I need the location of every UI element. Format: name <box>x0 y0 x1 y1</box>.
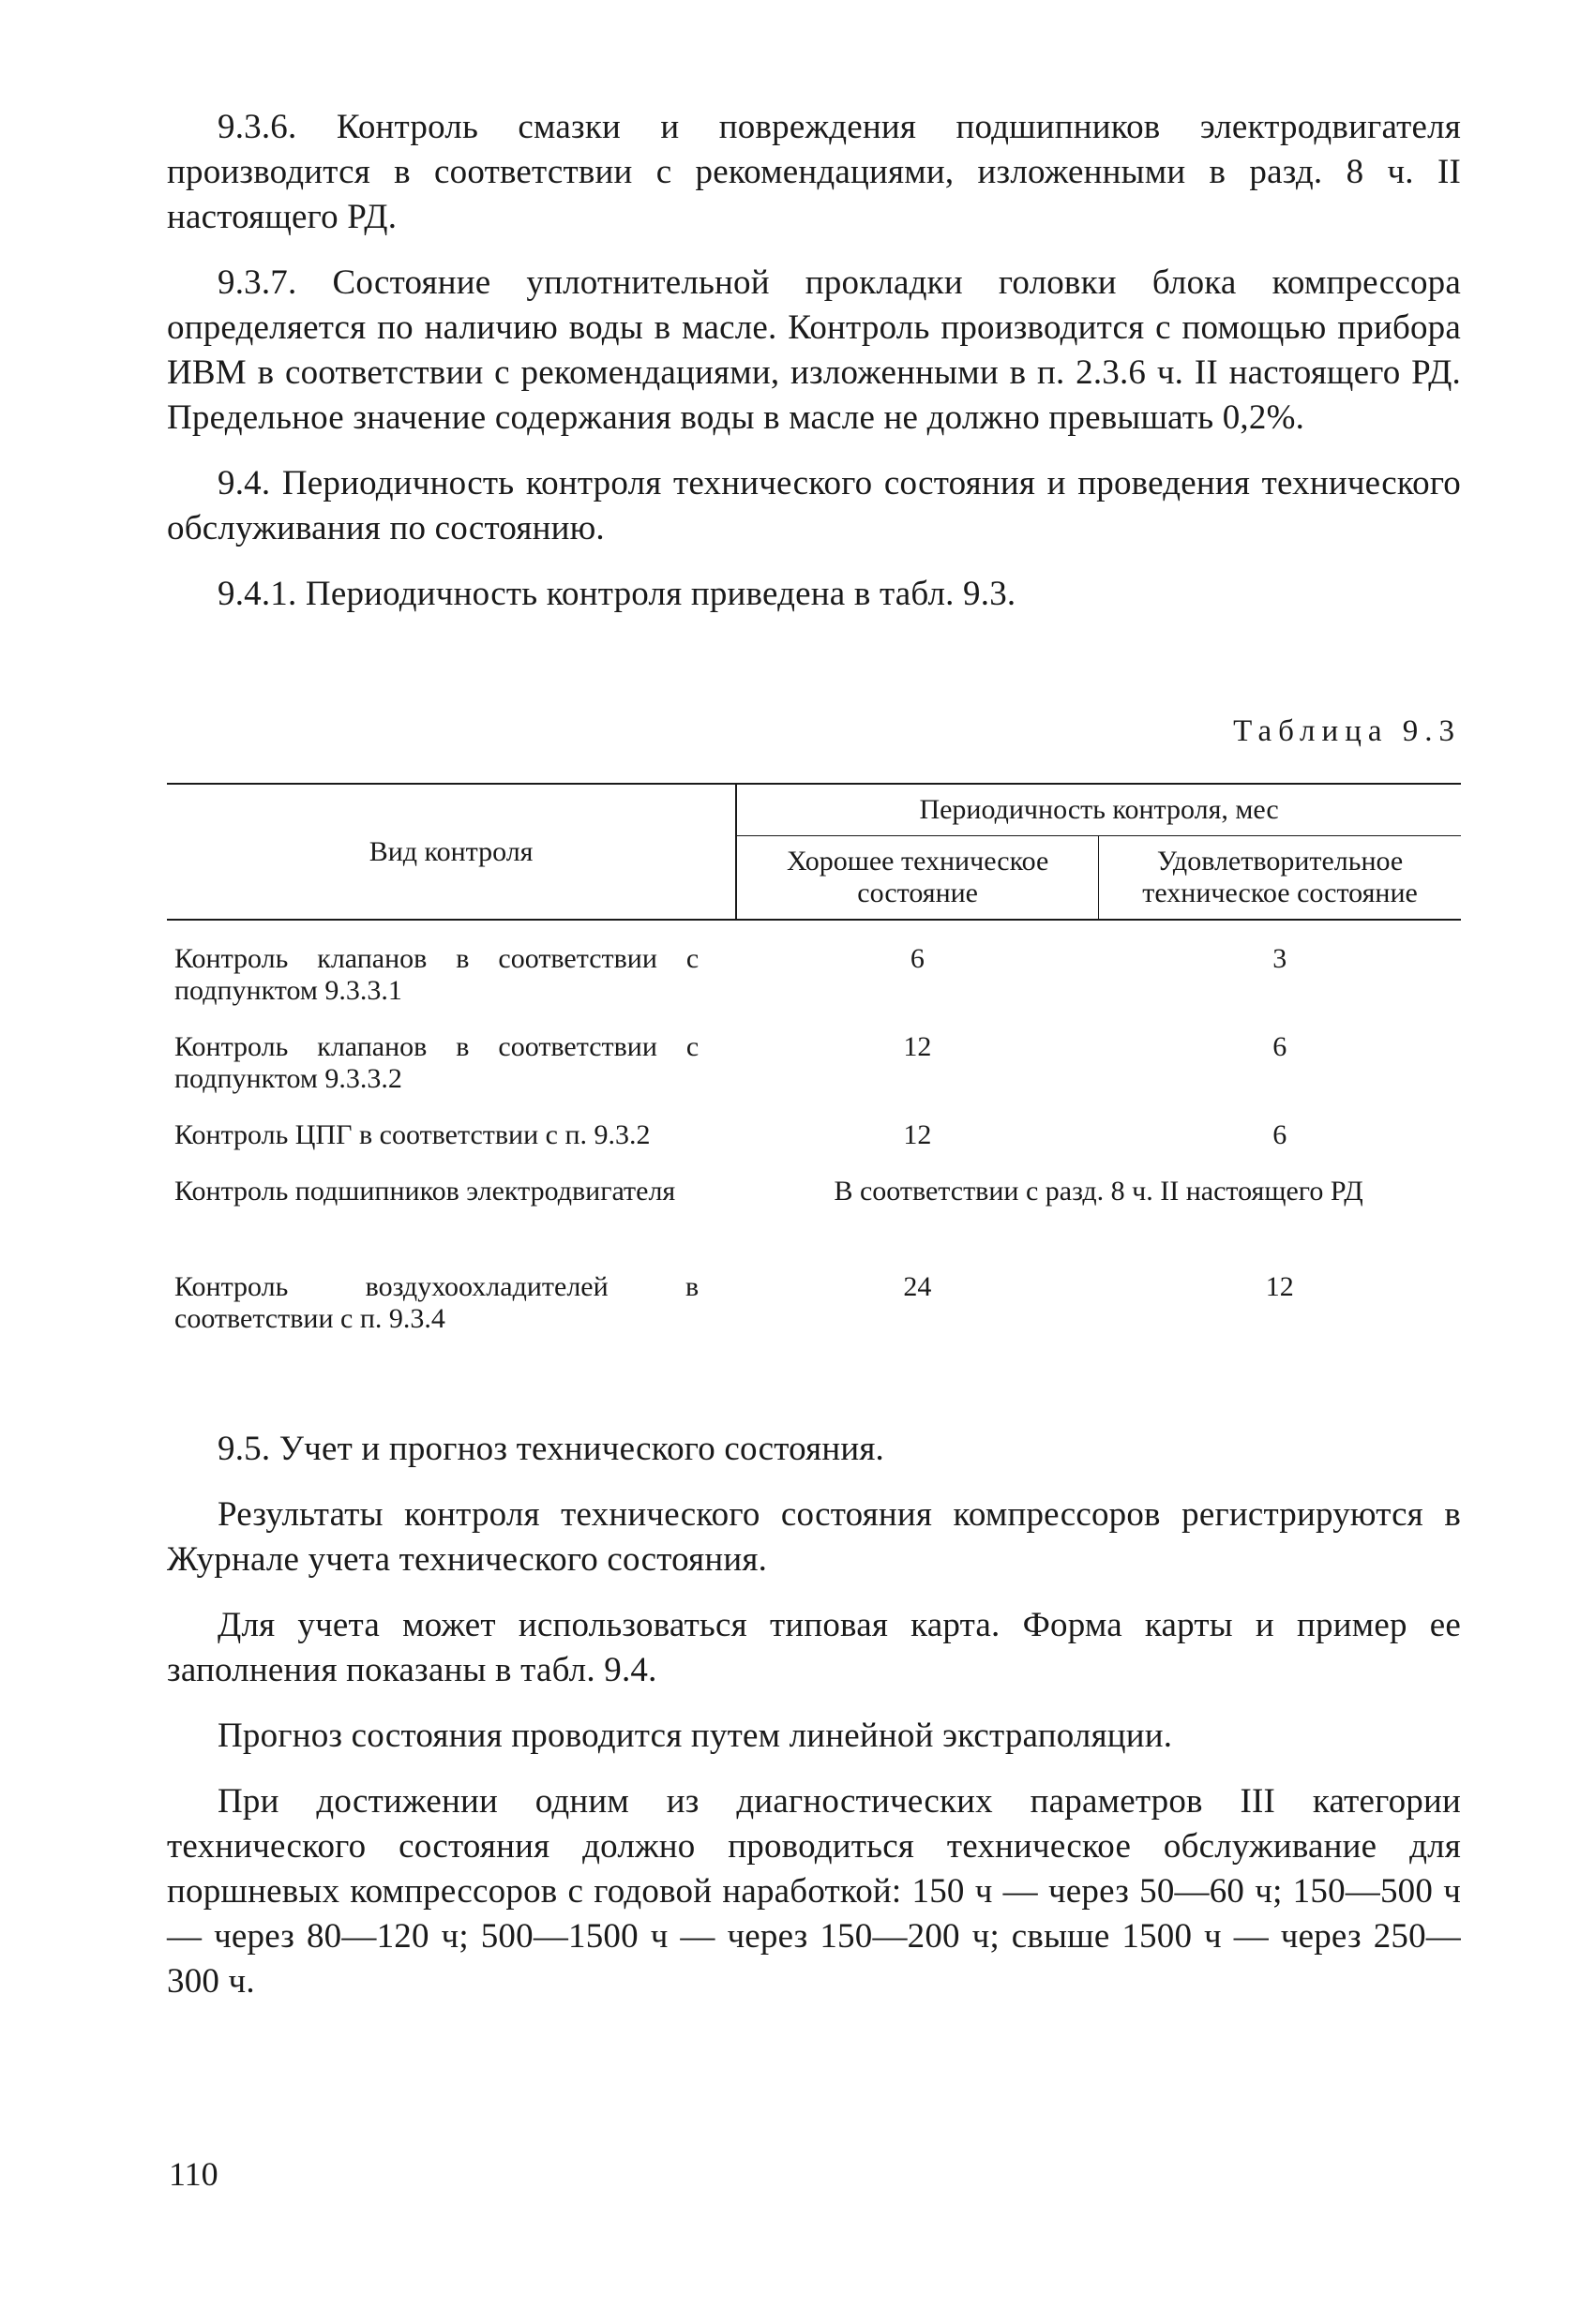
row-good: 12 <box>903 1119 932 1150</box>
paragraph-forecast: Прогноз состояния проводится путем линейной экстраполяции. <box>218 1717 1173 1755</box>
row-satisfactory: 12 <box>1265 1271 1294 1302</box>
paragraph-9-3-6: 9.3.6. Контроль смазки и повреждения подшипников электродвигателя производится в соответствии с рекомендациями, изложенными в разд. 8 ч. II настоящего РД. <box>167 108 1461 236</box>
paragraph-card: Для учета может использоваться типовая карта. Форма карты и пример ее заполнения показаны в табл. 9.4. <box>167 1606 1461 1689</box>
table-row <box>167 1114 1461 1170</box>
row-good: 12 <box>903 1031 932 1062</box>
row-good: 6 <box>910 943 925 974</box>
table-row <box>167 1026 1461 1114</box>
periodicity-table <box>167 783 1461 1354</box>
row-satisfactory: 6 <box>1272 1119 1287 1150</box>
page-number: 110 <box>169 2155 218 2193</box>
table-row <box>167 1170 1461 1266</box>
row-type: Контроль клапанов в соответствии с подпунктом 9.3.3.2 <box>174 1031 700 1094</box>
row-satisfactory: 6 <box>1272 1031 1287 1062</box>
paragraph-9-5: 9.5. Учет и прогноз технического состояния. <box>218 1430 885 1468</box>
header-type: Вид контроля <box>167 784 736 920</box>
paragraph-results: Результаты контроля технического состояния компрессоров регистрируются в Журнале учета технического состояния. <box>167 1495 1461 1579</box>
paragraph-9-4: 9.4. Периодичность контроля технического состояния и проведения технического обслуживания по состоянию. <box>167 464 1461 547</box>
row-type: Контроль ЦПГ в соответствии с п. 9.3.2 <box>174 1119 651 1150</box>
table-row <box>167 1266 1461 1354</box>
paragraph-maintenance: При достижении одним из диагностических параметров III категории технического состояния должно проводиться техническое обслуживание для поршневых компрессоров с годовой наработкой: 150 ч — через 50—60 ч; 150—500 ч — через 80—120 ч; 500—1500 ч — через 150—200 ч; свыше 1500 ч — через 250—300 ч. <box>167 1782 1461 2001</box>
header-satisfactory: Удовлетворительное техническое состояние <box>1099 836 1461 921</box>
header-period: Периодичность контроля, мес <box>736 784 1461 836</box>
row-good: 24 <box>903 1271 932 1302</box>
table-row <box>167 920 1461 1026</box>
row-type: Контроль клапанов в соответствии с подпунктом 9.3.3.1 <box>174 943 700 1006</box>
spacer <box>167 1354 1461 1427</box>
row-type: Контроль подшипников электродвигателя <box>174 1176 676 1207</box>
spacer <box>167 637 1461 714</box>
row-satisfactory: 3 <box>1272 943 1287 974</box>
header-good: Хорошее техническое состояние <box>736 836 1098 921</box>
row-merged-value: В соответствии с разд. 8 ч. II настоящего РД <box>834 1176 1363 1207</box>
document-page <box>167 105 1461 2025</box>
row-type: Контроль воздухоохладителей в соответствии с п. 9.3.4 <box>174 1271 700 1334</box>
table-caption: Таблица 9.3 <box>1233 714 1461 748</box>
paragraph-9-3-7: 9.3.7. Состояние уплотнительной прокладки головки блока компрессора определяется по наличию воды в масле. Контроль производится с помощью прибора ИВМ в соответствии с рекомендациями, изложенными в п. 2.3.6 ч. II настоящего РД. Предельное значение содержания воды в масле не должно превышать 0,2%. <box>167 263 1461 437</box>
paragraph-9-4-1: 9.4.1. Периодичность контроля приведена в табл. 9.3. <box>218 575 1016 613</box>
